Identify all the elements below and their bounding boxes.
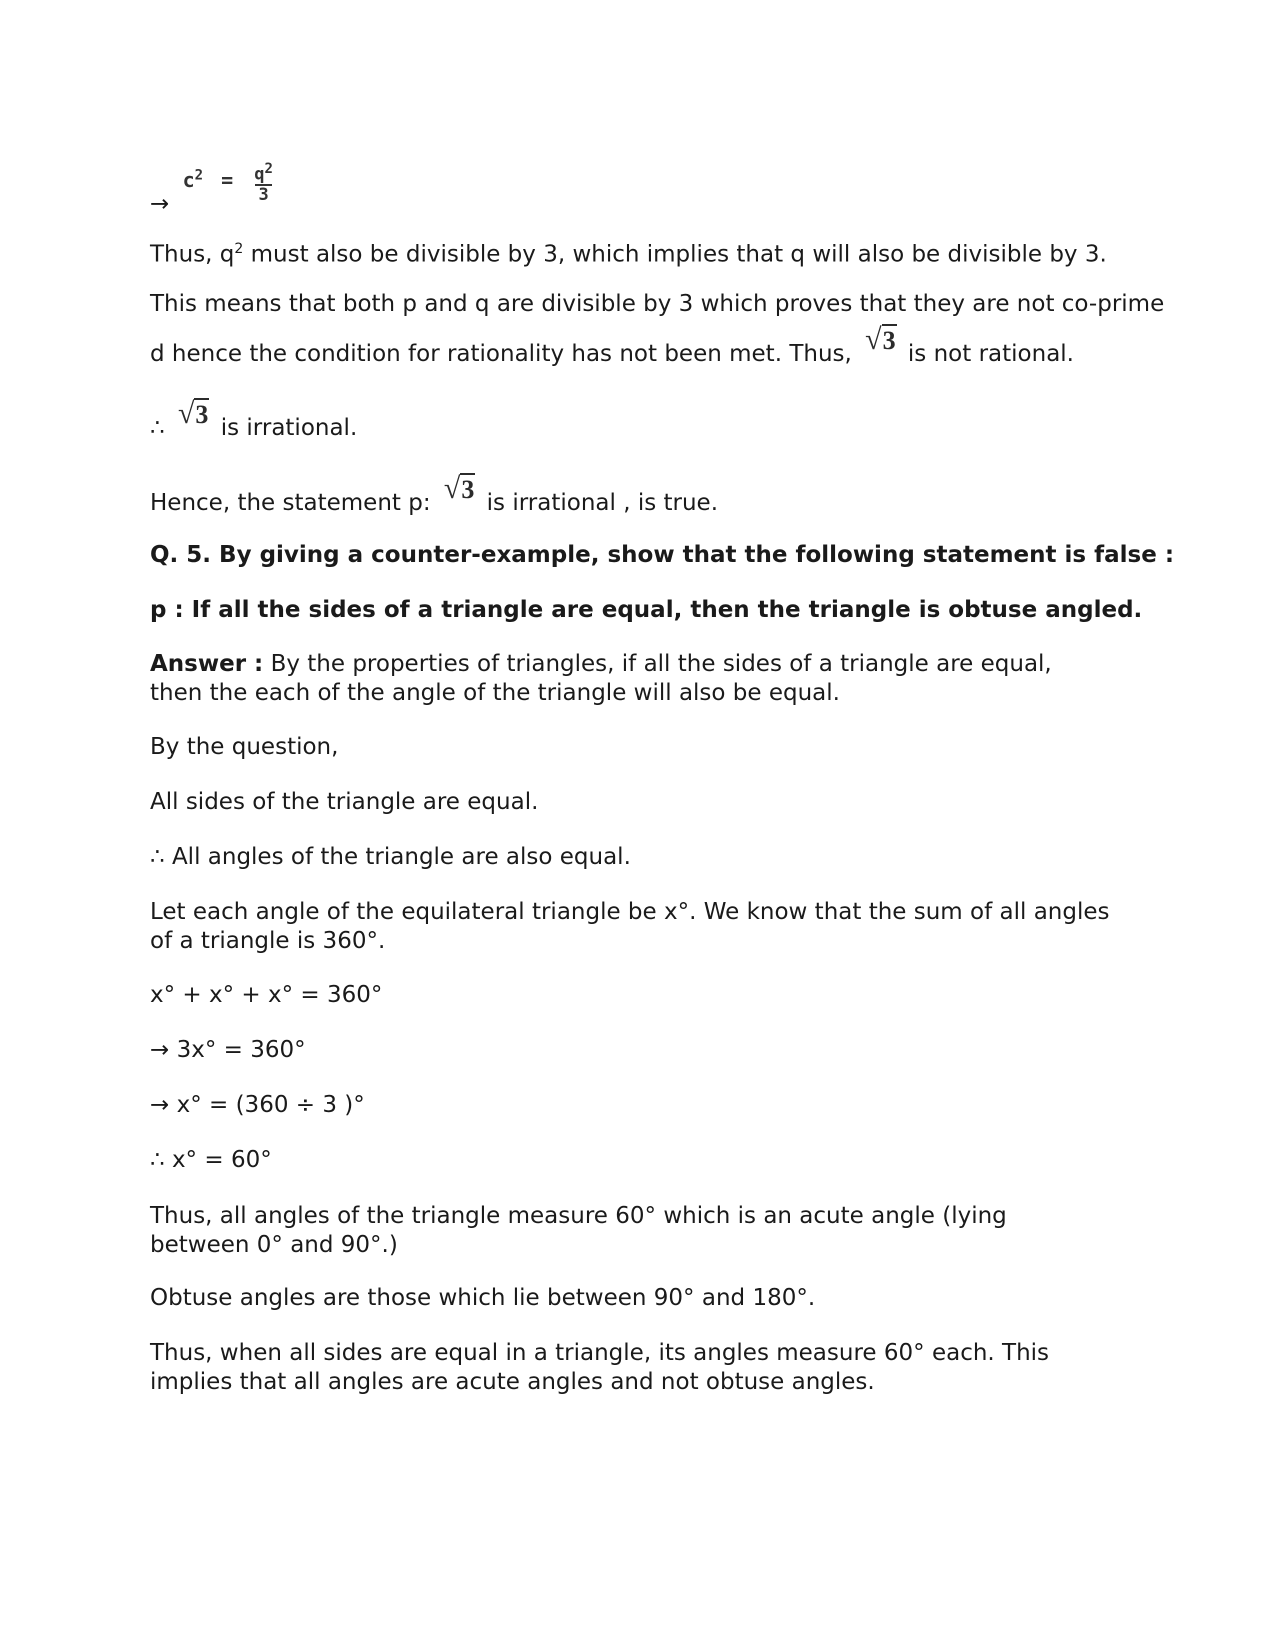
equation-divide: → x° = (360 ÷ 3 )° <box>150 1092 365 1118</box>
answer-paragraph: Answer : By the properties of triangles, if all the sides of a triangle are equal, then the each of the angle of the triangle will also be equal. <box>150 651 1052 706</box>
paragraph-conclusion: Thus, when all sides are equal in a triangle, its angles measure 60° each. This implies that all angles are acute angles and not obtuse angles. <box>150 1340 1050 1395</box>
sqrt3-symbol: √3 <box>865 323 896 356</box>
paragraph-coprime-line1: This means that both p and q are divisible by 3 which proves that they are not co-prime <box>150 291 1165 317</box>
paragraph-obtuse-def: Obtuse angles are those which lie between 90° and 180°. <box>150 1285 816 1311</box>
paragraph-let-each: Let each angle of the equilateral triangle be x°. We know that the sum of all angles of a triangle is 360°. <box>150 899 1110 954</box>
paragraph-all-sides: All sides of the triangle are equal. <box>150 789 539 815</box>
paragraph-coprime-line2: d hence the condition for rationality has not been met. Thus, √3 is not rational. <box>150 323 1074 367</box>
equation-3x: → 3x° = 360° <box>150 1037 306 1063</box>
paragraph-acute: Thus, all angles of the triangle measure 60° which is an acute angle (lying between 0° and 90°.) <box>150 1203 1007 1258</box>
paragraph-q-divisible: Thus, $q^2$ must also be divisible by 3, which implies that q will also be divisible by 3. <box>150 241 1107 268</box>
arrow-symbol: → <box>150 191 170 218</box>
answer-label: Answer : <box>150 651 264 677</box>
sqrt3-symbol: √3 <box>177 397 209 430</box>
paragraph-all-angles: ∴ All angles of the triangle are also equal. <box>150 844 631 870</box>
question-statement: p : If all the sides of a triangle are equal, then the triangle is obtuse angled. <box>150 597 1143 623</box>
paragraph-by-question: By the question, <box>150 734 339 760</box>
paragraph-irrational: ∴ √3 is irrational. <box>150 397 358 441</box>
equation-c-squared <box>150 150 276 218</box>
equation-sum: x° + x° + x° = 360° <box>150 982 383 1008</box>
paragraph-statement-true: Hence, the statement p: √3 is irrational , is true. <box>150 472 719 516</box>
equation-image: $c^2$ = $\frac{q^2}{3}$ <box>183 168 276 192</box>
question-title: Q. 5. By giving a counter-example, show that the following statement is false : <box>150 542 1175 568</box>
sqrt3-symbol: √3 <box>443 472 475 505</box>
equation-result: ∴ x° = 60° <box>150 1147 272 1173</box>
fraction: $\frac{q^2}{3}$ <box>254 161 273 205</box>
